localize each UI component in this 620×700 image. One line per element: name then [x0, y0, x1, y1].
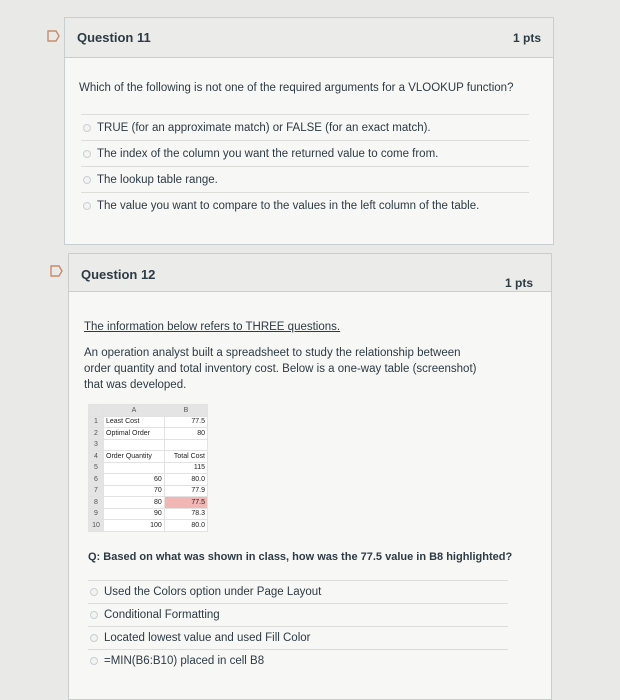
cell-b: 115: [164, 462, 207, 474]
cell-b: 77.9: [164, 485, 207, 497]
answer-label: Conditional Formatting: [104, 609, 220, 621]
answer-label: =MIN(B6:B10) placed in cell B8: [104, 655, 265, 667]
question-12-points: 1 pts: [504, 276, 533, 290]
row-number: 3: [89, 439, 104, 451]
cell-a: Optimal Order: [104, 428, 165, 440]
question-12-stem: An operation analyst built a spreadsheet to study the relationship between order quantity and total inventory cost. Below is a one-way table (screenshot) that was developed.: [84, 347, 477, 391]
row-number: 5: [89, 462, 104, 474]
cell-b: 78.3: [164, 508, 207, 520]
corner-cell: [89, 405, 104, 417]
cell-a: 60: [104, 474, 165, 486]
cell-a: 100: [104, 520, 165, 532]
cell-b: 80: [164, 428, 207, 440]
radio-button[interactable]: [90, 634, 98, 642]
radio-button[interactable]: [83, 202, 91, 210]
row-number: 2: [89, 428, 104, 440]
radio-button[interactable]: [83, 176, 91, 184]
question-11-answers: [81, 114, 529, 218]
radio-button[interactable]: [83, 150, 91, 158]
row-number: 6: [89, 474, 104, 486]
flag-question-11-icon[interactable]: [47, 30, 61, 42]
cell-b: 80.0: [164, 520, 207, 532]
cell-a: Order Quantity: [104, 451, 165, 463]
question-11-header: [65, 18, 553, 58]
answer-option[interactable]: [88, 626, 508, 649]
answer-label: The value you want to compare to the values in the left column of the table.: [97, 200, 480, 212]
column-header: A: [104, 405, 165, 417]
cell-b: Total Cost: [164, 451, 207, 463]
cell-a: 90: [104, 508, 165, 520]
radio-button[interactable]: [90, 657, 98, 665]
cell-a: Least Cost: [104, 416, 165, 428]
answer-option[interactable]: [88, 603, 508, 626]
row-number: 8: [89, 497, 104, 509]
cell-b: 80.0: [164, 474, 207, 486]
cell-b: [164, 439, 207, 451]
question-11-stem: Which of the following is not one of the required arguments for a VLOOKUP function?: [79, 82, 514, 94]
row-number: 1: [89, 416, 104, 428]
question-11-card: [64, 17, 554, 245]
cell-b-highlighted: 77.5: [164, 497, 207, 509]
row-number: 7: [89, 485, 104, 497]
answer-option[interactable]: [88, 580, 508, 603]
row-number: 4: [89, 451, 104, 463]
radio-button[interactable]: [90, 611, 98, 619]
row-number: 9: [89, 508, 104, 520]
cell-a: 70: [104, 485, 165, 497]
answer-option[interactable]: [81, 140, 529, 166]
question-12-prompt: Q: Based on what was shown in class, how was the 77.5 value in B8 highlighted?: [88, 551, 513, 563]
answer-label: Located lowest value and used Fill Color: [104, 632, 311, 644]
radio-button[interactable]: [90, 588, 98, 596]
cell-a: 80: [104, 497, 165, 509]
question-12-title: Question 12: [81, 267, 156, 282]
answer-option[interactable]: [88, 649, 508, 672]
cell-a: [104, 462, 165, 474]
cell-b: 77.5: [164, 416, 207, 428]
question-12-answers: [88, 580, 508, 672]
question-11-points: 1 pts: [512, 31, 541, 45]
question-11-title: Question 11: [77, 30, 151, 45]
answer-label: Used the Colors option under Page Layout: [104, 586, 322, 598]
question-12-intro: The information below refers to THREE questions.: [84, 321, 341, 333]
answer-option[interactable]: [81, 192, 529, 218]
cell-a: [104, 439, 165, 451]
answer-label: TRUE (for an approximate match) or FALSE (for an exact match).: [97, 122, 431, 134]
row-number: 10: [89, 520, 104, 532]
spreadsheet-screenshot: [88, 404, 208, 532]
answer-option[interactable]: [81, 166, 529, 192]
answer-label: The index of the column you want the returned value to come from.: [97, 148, 439, 160]
column-header: B: [164, 405, 207, 417]
flag-question-12-icon[interactable]: [50, 265, 64, 277]
answer-label: The lookup table range.: [97, 174, 218, 186]
radio-button[interactable]: [83, 124, 91, 132]
answer-option[interactable]: [81, 114, 529, 140]
question-12-header: [69, 254, 551, 292]
